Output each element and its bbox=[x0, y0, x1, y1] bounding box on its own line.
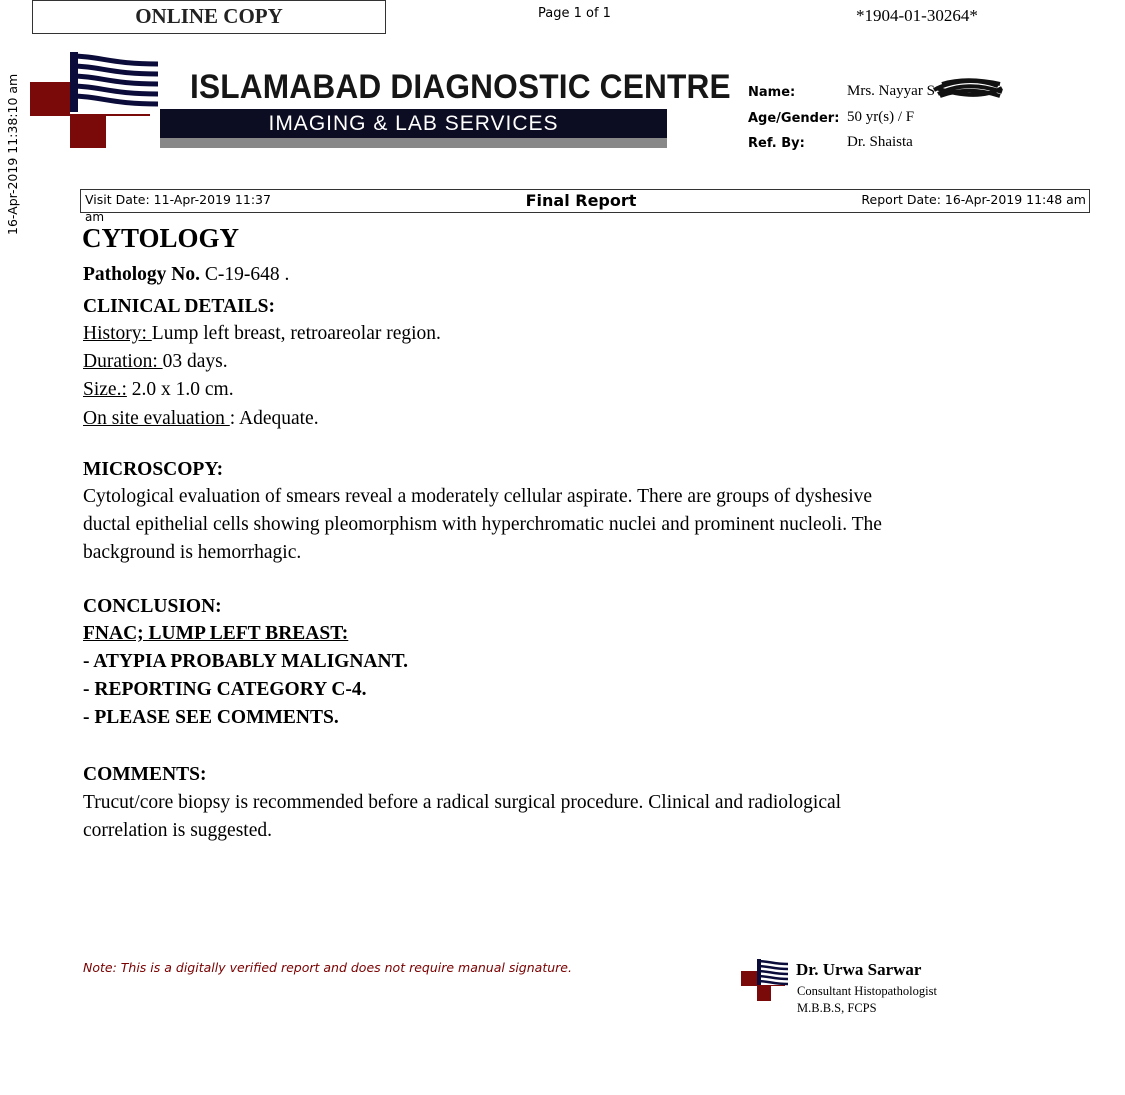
redaction-scribble bbox=[932, 76, 1004, 102]
onsite-value: : Adequate. bbox=[229, 408, 319, 429]
doctor-role: Consultant Histopathologist bbox=[797, 984, 937, 998]
comments-line: correlation is suggested. bbox=[83, 820, 272, 841]
history-value: Lump left breast, retroareolar region. bbox=[151, 323, 441, 344]
clinic-logo bbox=[30, 50, 731, 150]
report-status-title: Final Report bbox=[525, 191, 637, 210]
doctor-qualifications: M.B.B.S, FCPS bbox=[797, 1001, 877, 1015]
history-line bbox=[83, 323, 441, 345]
conclusion-subheading: FNAC; LUMP LEFT BREAST: bbox=[83, 623, 349, 644]
ref-by-label: Ref. By: bbox=[748, 136, 805, 151]
duration-value: 03 days. bbox=[162, 351, 228, 372]
clinic-name: ISLAMABAD DIAGNOSTIC CENTRE bbox=[190, 68, 731, 106]
microscopy-line: ductal epithelial cells showing pleomorphism with hyperchromatic nuclei and prominent nucleoli. The bbox=[83, 514, 882, 535]
clinic-tagline: IMAGING & LAB SERVICES bbox=[160, 109, 667, 138]
visit-date: Visit Date: 11-Apr-2019 11:37 bbox=[85, 192, 271, 207]
visit-date-suffix: am bbox=[85, 210, 105, 224]
onsite-evaluation-line bbox=[83, 408, 319, 430]
conclusion-heading: CONCLUSION: bbox=[83, 596, 222, 617]
document-code: *1904-01-30264* bbox=[856, 6, 978, 25]
medical-cross-icon bbox=[741, 957, 789, 1003]
clinical-details-heading: CLINICAL DETAILS: bbox=[83, 296, 275, 317]
comments-heading: COMMENTS: bbox=[83, 764, 207, 785]
side-timestamp: 16-Apr-2019 11:38:10 am bbox=[5, 73, 20, 235]
section-title: CYTOLOGY bbox=[82, 223, 240, 253]
patient-name: Mrs. Nayyar S bbox=[847, 83, 935, 99]
doctor-name: Dr. Urwa Sarwar bbox=[796, 960, 922, 979]
conclusion-item: - PLEASE SEE COMMENTS. bbox=[83, 707, 339, 728]
conclusion-item: - ATYPIA PROBABLY MALIGNANT. bbox=[83, 651, 409, 672]
name-label: Name: bbox=[748, 85, 796, 100]
pathology-number bbox=[83, 264, 289, 286]
report-date: Report Date: 16-Apr-2019 11:48 am bbox=[861, 192, 1086, 207]
duration-line bbox=[83, 351, 228, 373]
conclusion-item: - REPORTING CATEGORY C-4. bbox=[83, 679, 367, 700]
comments-line: Trucut/core biopsy is recommended before a radical surgical procedure. Clinical and radiological bbox=[83, 792, 842, 813]
microscopy-heading: MICROSCOPY: bbox=[83, 459, 224, 480]
pathology-value: C-19-648 . bbox=[204, 264, 290, 285]
medical-cross-icon bbox=[30, 50, 160, 150]
size-label: Size.: bbox=[83, 379, 127, 400]
page-info: Page 1 of 1 bbox=[538, 6, 611, 21]
duration-label: Duration: bbox=[83, 351, 163, 372]
report-info-bar bbox=[80, 189, 1090, 213]
online-copy-box: ONLINE COPY bbox=[32, 0, 386, 34]
referring-doctor: Dr. Shaista bbox=[847, 134, 913, 150]
tagline-shadow bbox=[160, 138, 667, 148]
age-gender-label: Age/Gender: bbox=[748, 111, 840, 126]
size-value: 2.0 x 1.0 cm. bbox=[131, 379, 234, 400]
digital-verification-note: Note: This is a digitally verified report and does not require manual signature. bbox=[83, 960, 572, 975]
onsite-label: On site evaluation bbox=[83, 408, 230, 429]
size-line bbox=[83, 379, 234, 401]
history-label: History: bbox=[83, 323, 152, 344]
microscopy-line: background is hemorrhagic. bbox=[83, 542, 302, 563]
pathology-label: Pathology No. bbox=[83, 264, 200, 285]
microscopy-line: Cytological evaluation of smears reveal a moderately cellular aspirate. There are groups of dyshesive bbox=[83, 486, 873, 507]
patient-age-gender: 50 yr(s) / F bbox=[847, 109, 915, 125]
